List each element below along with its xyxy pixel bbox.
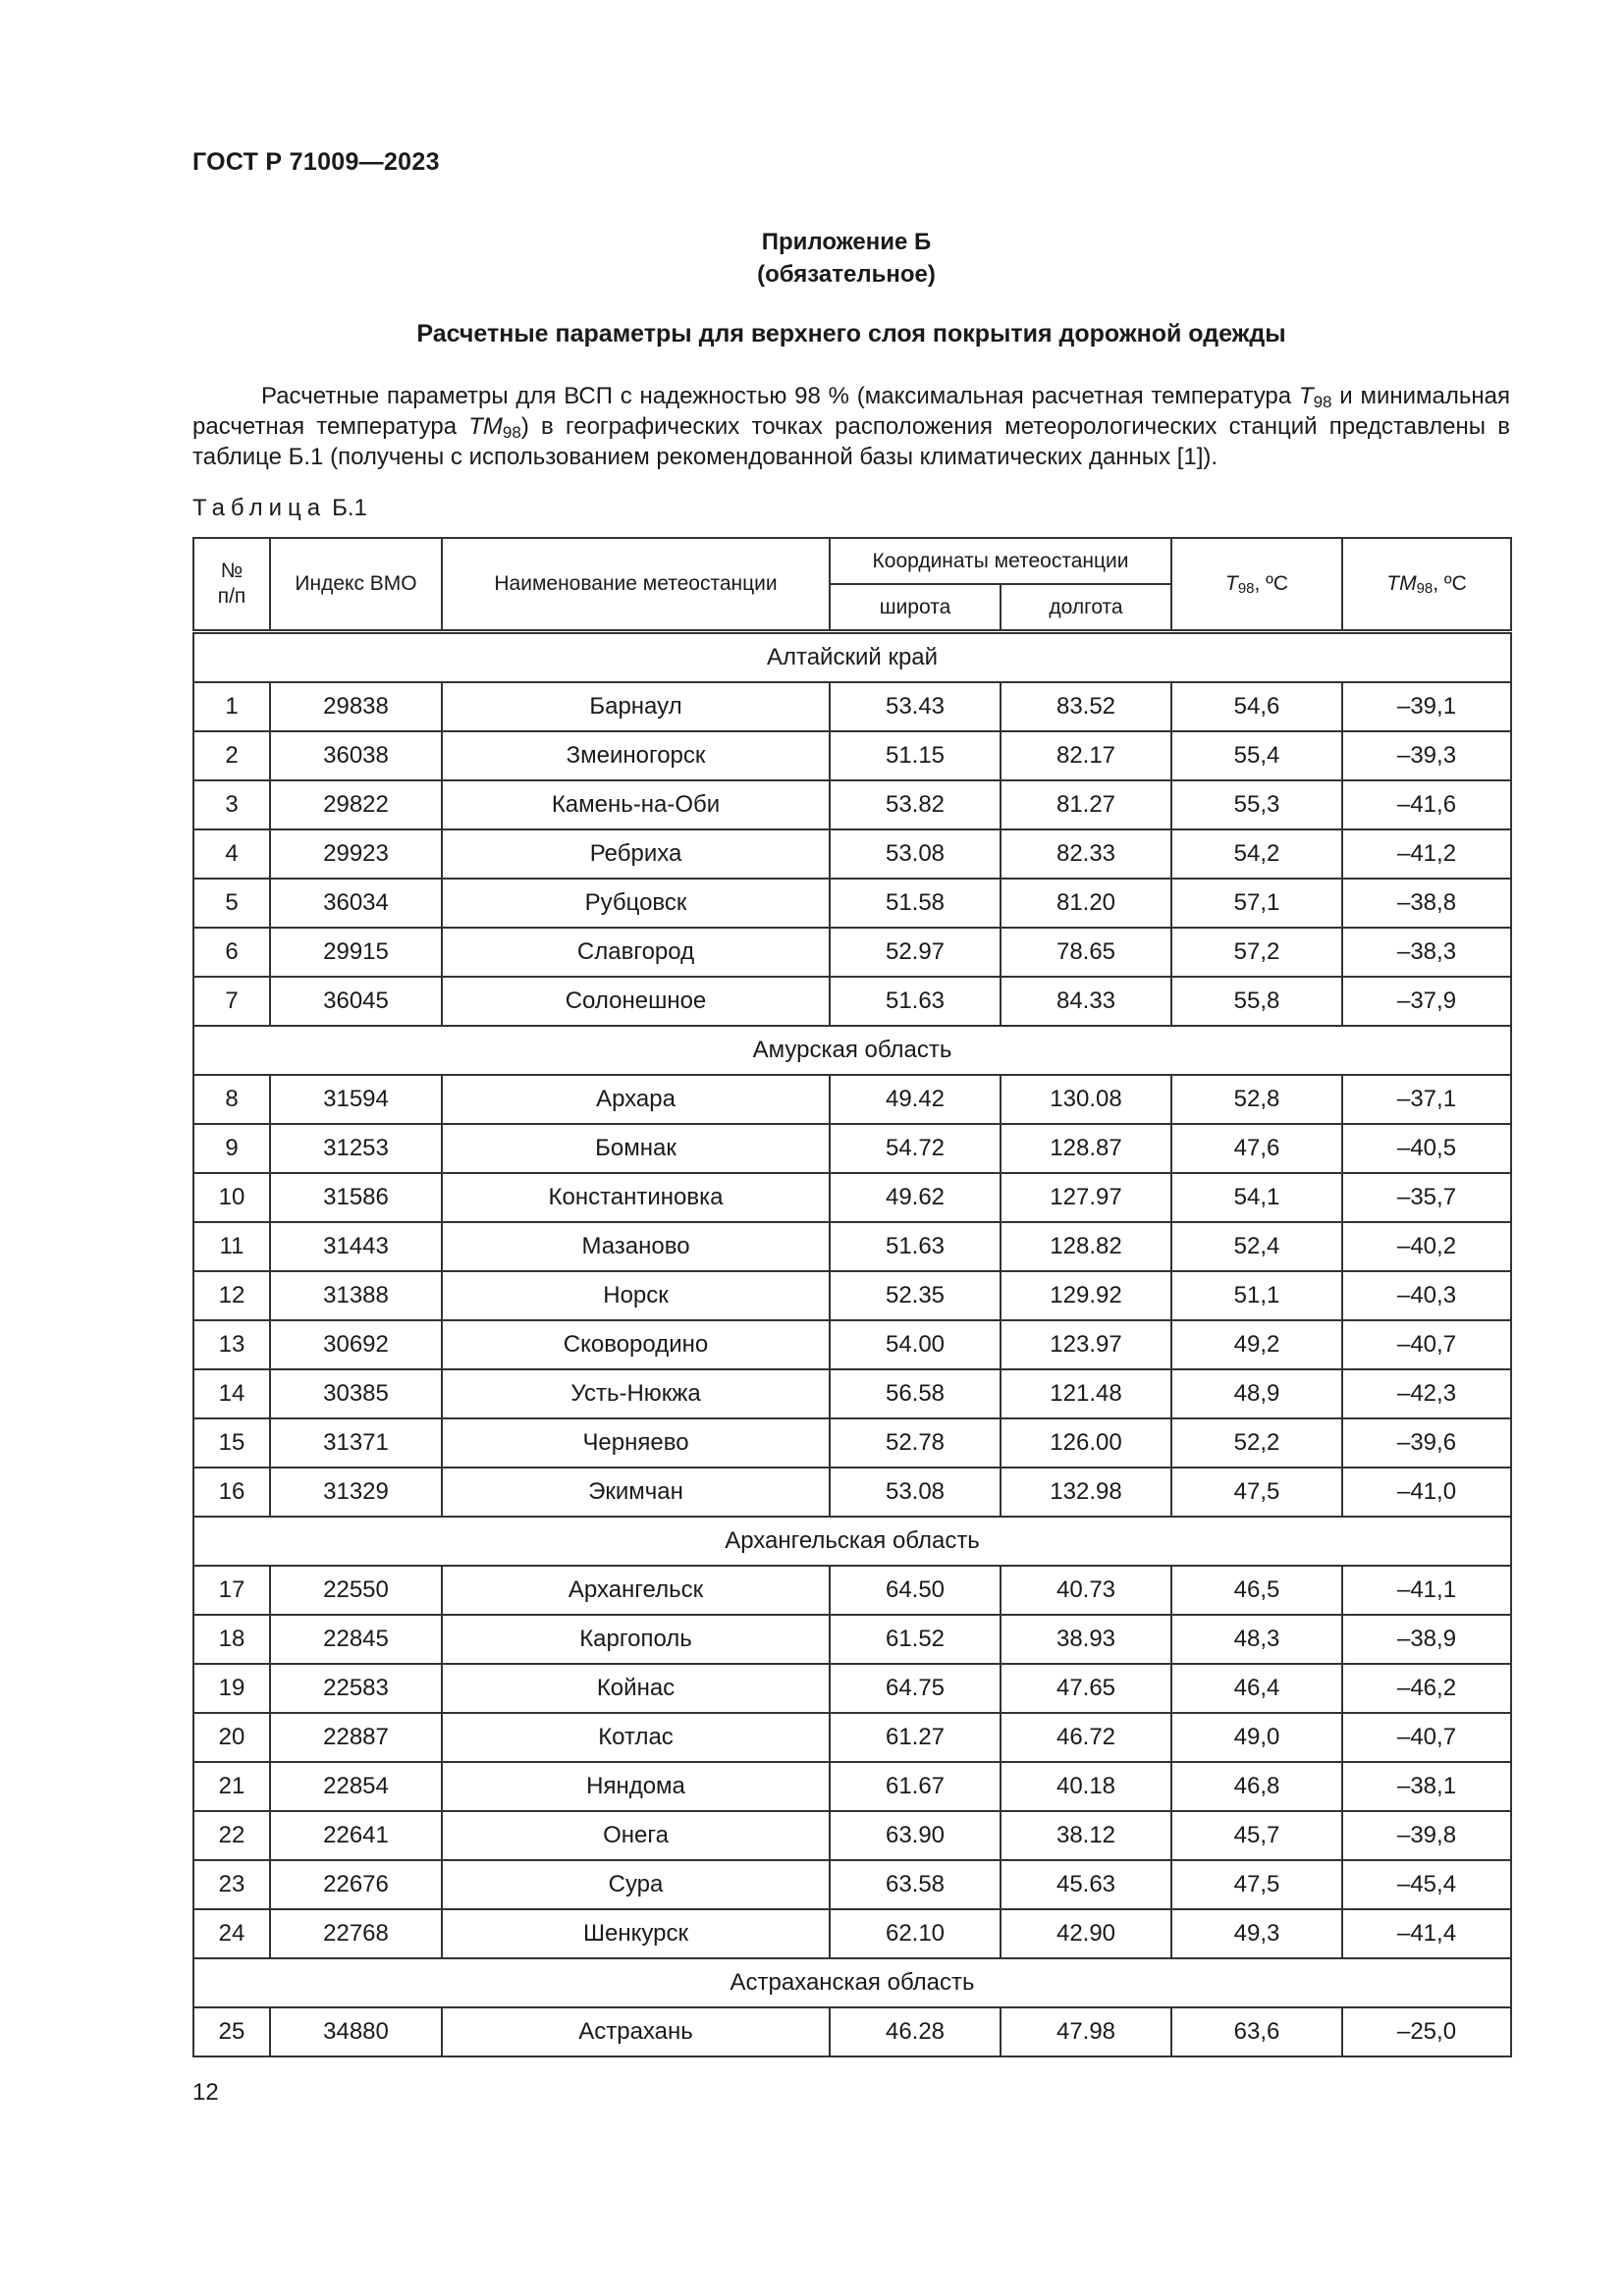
row-number: 1 [193, 682, 270, 731]
longitude: 81.20 [1001, 879, 1171, 928]
tm98-value: –38,9 [1342, 1615, 1511, 1664]
longitude: 81.27 [1001, 780, 1171, 829]
wmo-index: 29923 [270, 829, 442, 879]
wmo-index: 36038 [270, 731, 442, 780]
tm98-value: –41,1 [1342, 1566, 1511, 1615]
row-number: 7 [193, 977, 270, 1026]
station-name: Камень-на-Оби [442, 780, 830, 829]
station-name: Ребриха [442, 829, 830, 879]
longitude: 45.63 [1001, 1860, 1171, 1909]
row-number: 11 [193, 1222, 270, 1271]
station-name: Онега [442, 1811, 830, 1860]
latitude: 54.72 [830, 1124, 1001, 1173]
wmo-index: 36045 [270, 977, 442, 1026]
wmo-index: 31371 [270, 1418, 442, 1468]
t98-value: 46,5 [1171, 1566, 1342, 1615]
t98-value: 51,1 [1171, 1271, 1342, 1320]
station-name: Рубцовск [442, 879, 830, 928]
latitude: 53.43 [830, 682, 1001, 731]
table-row [193, 1762, 1511, 1811]
latitude: 46.28 [830, 2007, 1001, 2056]
t98-value: 52,2 [1171, 1418, 1342, 1468]
station-name: Бомнак [442, 1124, 830, 1173]
wmo-index: 29838 [270, 682, 442, 731]
latitude: 61.27 [830, 1713, 1001, 1762]
t98-value: 57,1 [1171, 879, 1342, 928]
tm98-value: –40,7 [1342, 1713, 1511, 1762]
table-row [193, 1664, 1511, 1713]
t98-value: 47,5 [1171, 1468, 1342, 1517]
latitude: 61.52 [830, 1615, 1001, 1664]
row-number: 22 [193, 1811, 270, 1860]
longitude: 46.72 [1001, 1713, 1171, 1762]
climate-parameters-table [192, 537, 1512, 2057]
latitude: 53.08 [830, 829, 1001, 879]
latitude: 63.90 [830, 1811, 1001, 1860]
latitude: 53.08 [830, 1468, 1001, 1517]
t98-value: 49,0 [1171, 1713, 1342, 1762]
row-number: 14 [193, 1369, 270, 1418]
row-number: 3 [193, 780, 270, 829]
wmo-index: 22676 [270, 1860, 442, 1909]
station-name: Змеиногорск [442, 731, 830, 780]
t98-value: 52,4 [1171, 1222, 1342, 1271]
longitude: 128.87 [1001, 1124, 1171, 1173]
header-tm98: $TM_{98}$, ºC [1342, 538, 1511, 632]
longitude: 82.33 [1001, 829, 1171, 879]
longitude: 38.12 [1001, 1811, 1171, 1860]
row-number: 23 [193, 1860, 270, 1909]
table-row [193, 1271, 1511, 1320]
longitude: 42.90 [1001, 1909, 1171, 1958]
table-row [193, 977, 1511, 1026]
table-caption [192, 495, 367, 522]
wmo-index: 22768 [270, 1909, 442, 1958]
station-name: Койнас [442, 1664, 830, 1713]
tm98-value: –37,1 [1342, 1075, 1511, 1124]
t98-value: 55,8 [1171, 977, 1342, 1026]
section-title: Расчетные параметры для верхнего слоя покрытия дорожной одежды [416, 320, 1286, 347]
latitude: 51.63 [830, 1222, 1001, 1271]
row-number: 25 [193, 2007, 270, 2056]
station-name: Няндома [442, 1762, 830, 1811]
latitude: 52.97 [830, 928, 1001, 977]
table-row [193, 682, 1511, 731]
latitude: 51.63 [830, 977, 1001, 1026]
tm98-value: –41,2 [1342, 829, 1511, 879]
latitude: 53.82 [830, 780, 1001, 829]
header-latitude: широта [830, 584, 1001, 632]
t98-value: 63,6 [1171, 2007, 1342, 2056]
wmo-index: 31329 [270, 1468, 442, 1517]
t98-value: 46,4 [1171, 1664, 1342, 1713]
wmo-index: 22854 [270, 1762, 442, 1811]
station-name: Сковородино [442, 1320, 830, 1369]
t98-value: 55,3 [1171, 780, 1342, 829]
table-row [193, 928, 1511, 977]
longitude: 78.65 [1001, 928, 1171, 977]
longitude: 130.08 [1001, 1075, 1171, 1124]
tm98-value: –41,4 [1342, 1909, 1511, 1958]
latitude: 64.75 [830, 1664, 1001, 1713]
table-body [193, 632, 1511, 2057]
t98-value: 47,6 [1171, 1124, 1342, 1173]
latitude: 62.10 [830, 1909, 1001, 1958]
region-name: Амурская область [193, 1026, 1511, 1075]
t98-value: 57,2 [1171, 928, 1342, 977]
station-name: Мазаново [442, 1222, 830, 1271]
t98-value: 47,5 [1171, 1860, 1342, 1909]
wmo-index: 36034 [270, 879, 442, 928]
row-number: 8 [193, 1075, 270, 1124]
station-name: Славгород [442, 928, 830, 977]
row-number: 2 [193, 731, 270, 780]
row-number: 16 [193, 1468, 270, 1517]
t98-value: 54,2 [1171, 829, 1342, 879]
region-row [193, 632, 1511, 683]
latitude: 56.58 [830, 1369, 1001, 1418]
intro-part2: и минимальная расчетная температура [192, 383, 1510, 440]
table-row [193, 1418, 1511, 1468]
table-row [193, 1075, 1511, 1124]
row-number: 12 [193, 1271, 270, 1320]
intro-part1: Расчетные параметры для ВСП с надежностью 98 % (максимальная расчетная температура [261, 383, 1299, 409]
table-row [193, 1369, 1511, 1418]
longitude: 128.82 [1001, 1222, 1171, 1271]
region-row [193, 1517, 1511, 1566]
row-number: 13 [193, 1320, 270, 1369]
latitude: 52.78 [830, 1418, 1001, 1468]
intro-part3: ) в географических точках расположения метеорологических станций представлены в таблице Б.1 (получены с использованием рекомендованной базы климатических данных [1]). [192, 413, 1510, 470]
table-row [193, 829, 1511, 879]
annex-title: Приложение Б [761, 229, 932, 255]
tm98-value: –45,4 [1342, 1860, 1511, 1909]
longitude: 123.97 [1001, 1320, 1171, 1369]
longitude: 127.97 [1001, 1173, 1171, 1222]
station-name: Шенкурск [442, 1909, 830, 1958]
intro-tm-symbol: TM [468, 413, 503, 440]
table-caption-number: Б.1 [332, 495, 367, 521]
tm98-value: –40,5 [1342, 1124, 1511, 1173]
table-row [193, 1222, 1511, 1271]
station-name: Усть-Нюкжа [442, 1369, 830, 1418]
row-number: 24 [193, 1909, 270, 1958]
station-name: Каргополь [442, 1615, 830, 1664]
tm98-value: –38,3 [1342, 928, 1511, 977]
region-name: Архангельская область [193, 1517, 1511, 1566]
wmo-index: 22550 [270, 1566, 442, 1615]
row-number: 10 [193, 1173, 270, 1222]
table-row [193, 1713, 1511, 1762]
t98-value: 46,8 [1171, 1762, 1342, 1811]
annex-status: (обязательное) [757, 261, 936, 288]
tm98-value: –40,3 [1342, 1271, 1511, 1320]
wmo-index: 30692 [270, 1320, 442, 1369]
tm98-value: –39,6 [1342, 1418, 1511, 1468]
station-name: Архангельск [442, 1566, 830, 1615]
intro-t-symbol: T [1298, 383, 1314, 409]
wmo-index: 29915 [270, 928, 442, 977]
tm98-value: –42,3 [1342, 1369, 1511, 1418]
document-code: ГОСТ Р 71009—2023 [192, 148, 440, 176]
table-row [193, 780, 1511, 829]
row-number: 6 [193, 928, 270, 977]
row-number: 15 [193, 1418, 270, 1468]
longitude: 47.98 [1001, 2007, 1171, 2056]
longitude: 40.18 [1001, 1762, 1171, 1811]
latitude: 52.35 [830, 1271, 1001, 1320]
latitude: 61.67 [830, 1762, 1001, 1811]
station-name: Солонешное [442, 977, 830, 1026]
latitude: 51.58 [830, 879, 1001, 928]
row-number: 17 [193, 1566, 270, 1615]
t98-value: 55,4 [1171, 731, 1342, 780]
header-number: № п/п [193, 538, 270, 632]
region-row [193, 1026, 1511, 1075]
t98-value: 48,3 [1171, 1615, 1342, 1664]
tm98-value: –37,9 [1342, 977, 1511, 1026]
latitude: 54.00 [830, 1320, 1001, 1369]
row-number: 9 [193, 1124, 270, 1173]
region-row [193, 1958, 1511, 2007]
table-row [193, 731, 1511, 780]
longitude: 83.52 [1001, 682, 1171, 731]
longitude: 82.17 [1001, 731, 1171, 780]
row-number: 21 [193, 1762, 270, 1811]
table-row [193, 1811, 1511, 1860]
longitude: 132.98 [1001, 1468, 1171, 1517]
row-number: 5 [193, 879, 270, 928]
wmo-index: 34880 [270, 2007, 442, 2056]
t98-value: 54,1 [1171, 1173, 1342, 1222]
header-station-name: Наименование метеостанции [442, 538, 830, 632]
wmo-index: 30385 [270, 1369, 442, 1418]
t98-value: 49,2 [1171, 1320, 1342, 1369]
table-row [193, 1860, 1511, 1909]
table-row [193, 879, 1511, 928]
t98-value: 49,3 [1171, 1909, 1342, 1958]
longitude: 40.73 [1001, 1566, 1171, 1615]
station-name: Барнаул [442, 682, 830, 731]
table-row [193, 1566, 1511, 1615]
longitude: 38.93 [1001, 1615, 1171, 1664]
header-longitude: долгота [1001, 584, 1171, 632]
tm98-value: –39,8 [1342, 1811, 1511, 1860]
latitude: 51.15 [830, 731, 1001, 780]
wmo-index: 31594 [270, 1075, 442, 1124]
tm98-value: –46,2 [1342, 1664, 1511, 1713]
latitude: 63.58 [830, 1860, 1001, 1909]
wmo-index: 31388 [270, 1271, 442, 1320]
row-number: 18 [193, 1615, 270, 1664]
longitude: 129.92 [1001, 1271, 1171, 1320]
wmo-index: 31443 [270, 1222, 442, 1271]
header-coordinates: Координаты метеостанции [830, 538, 1171, 584]
table-row [193, 1320, 1511, 1369]
page-number: 12 [192, 2079, 219, 2106]
station-name: Астрахань [442, 2007, 830, 2056]
latitude: 49.42 [830, 1075, 1001, 1124]
longitude: 121.48 [1001, 1369, 1171, 1418]
table-row [193, 1615, 1511, 1664]
row-number: 19 [193, 1664, 270, 1713]
tm98-value: –41,6 [1342, 780, 1511, 829]
latitude: 49.62 [830, 1173, 1001, 1222]
wmo-index: 22887 [270, 1713, 442, 1762]
tm98-value: –38,8 [1342, 879, 1511, 928]
row-number: 4 [193, 829, 270, 879]
t98-value: 48,9 [1171, 1369, 1342, 1418]
t98-value: 52,8 [1171, 1075, 1342, 1124]
intro-paragraph [192, 381, 1510, 472]
wmo-index: 22845 [270, 1615, 442, 1664]
row-number: 20 [193, 1713, 270, 1762]
region-name: Алтайский край [193, 632, 1511, 683]
tm98-value: –35,7 [1342, 1173, 1511, 1222]
station-name: Черняево [442, 1418, 830, 1468]
station-name: Экимчан [442, 1468, 830, 1517]
tm98-value: –40,2 [1342, 1222, 1511, 1271]
station-name: Архара [442, 1075, 830, 1124]
wmo-index: 29822 [270, 780, 442, 829]
tm98-value: –39,1 [1342, 682, 1511, 731]
station-name: Константиновка [442, 1173, 830, 1222]
t98-value: 45,7 [1171, 1811, 1342, 1860]
t98-value: 54,6 [1171, 682, 1342, 731]
station-name: Сура [442, 1860, 830, 1909]
wmo-index: 22583 [270, 1664, 442, 1713]
table-row [193, 1909, 1511, 1958]
table-row [193, 1173, 1511, 1222]
tm98-value: –41,0 [1342, 1468, 1511, 1517]
station-name: Котлас [442, 1713, 830, 1762]
longitude: 47.65 [1001, 1664, 1171, 1713]
header-wmo-index: Индекс ВМО [270, 538, 442, 632]
wmo-index: 31253 [270, 1124, 442, 1173]
longitude: 126.00 [1001, 1418, 1171, 1468]
table-row [193, 1468, 1511, 1517]
station-name: Норск [442, 1271, 830, 1320]
wmo-index: 31586 [270, 1173, 442, 1222]
tm98-value: –40,7 [1342, 1320, 1511, 1369]
header-t98: $T_{98}$, ºC [1171, 538, 1342, 632]
intro-t-sub: 98 [1313, 393, 1332, 411]
longitude: 84.33 [1001, 977, 1171, 1026]
latitude: 64.50 [830, 1566, 1001, 1615]
region-name: Астраханская область [193, 1958, 1511, 2007]
table-row [193, 2007, 1511, 2056]
tm98-value: –38,1 [1342, 1762, 1511, 1811]
tm98-value: –39,3 [1342, 731, 1511, 780]
table-row [193, 1124, 1511, 1173]
tm98-value: –25,0 [1342, 2007, 1511, 2056]
wmo-index: 22641 [270, 1811, 442, 1860]
intro-tm-sub: 98 [502, 423, 521, 442]
table-caption-label: Таблица [192, 495, 327, 521]
